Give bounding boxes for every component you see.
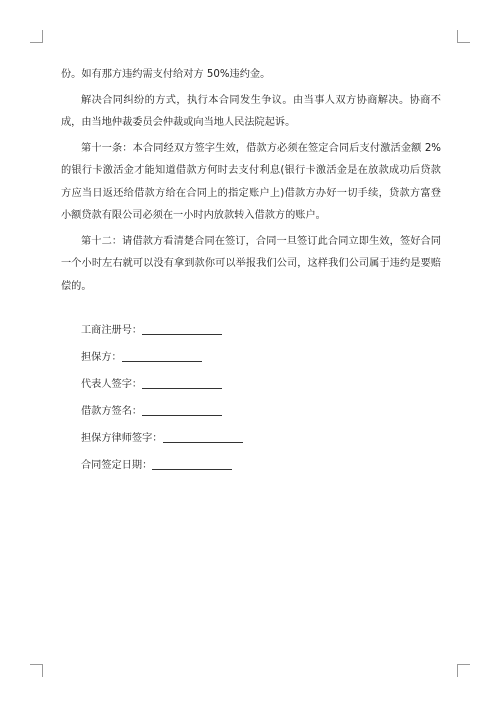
field-representative-signature	[81, 371, 243, 398]
blank-line[interactable]	[152, 457, 232, 470]
blank-line[interactable]	[142, 322, 222, 335]
field-label: 工商注册号：	[81, 325, 143, 336]
crop-mark-top-left	[30, 30, 43, 43]
crop-mark-bottom-left	[30, 664, 43, 677]
field-guarantor-lawyer-signature	[81, 425, 243, 452]
signature-fields	[81, 317, 243, 479]
crop-mark-top-right	[457, 30, 470, 43]
field-label: 借款方签名：	[81, 406, 143, 417]
field-label: 代表人签字：	[81, 379, 143, 390]
crop-mark-bottom-right	[457, 664, 470, 677]
field-contract-date	[81, 452, 243, 479]
field-label: 担保方：	[81, 352, 122, 363]
contract-body	[61, 64, 441, 301]
blank-line[interactable]	[142, 376, 222, 389]
paragraph-article-11: 第十一条：本合同经双方签字生效，借款方必须在签定合同后支付激活金额 2%的银行卡激活金才能知道借款方何时去支付利息(银行卡激活金是在放款成功后贷款方应当日返还给借款方给在合同上的指定账户上)借款方办好一切手续，贷款方富登小额贷款有限公司必须在一小时内放款转入借款方的账户。	[61, 142, 441, 221]
paragraph-penalty: 份。如有那方违约需支付给对方 50%违约金。	[61, 69, 271, 80]
field-guarantor	[81, 344, 243, 371]
field-business-registration	[81, 317, 243, 344]
field-borrower-signature	[81, 398, 243, 425]
field-label: 合同签定日期：	[81, 460, 153, 471]
field-label: 担保方律师签字：	[81, 433, 163, 444]
blank-line[interactable]	[142, 403, 222, 416]
blank-line[interactable]	[122, 349, 202, 362]
paragraph-article-12: 第十二：请借款方看清楚合同在签订，合同一旦签订此合同立即生效，签好合同一个小时左右就可以没有拿到款你可以举报我们公司，这样我们公司属于违约是要赔偿的。	[61, 235, 441, 292]
blank-line[interactable]	[163, 430, 243, 443]
paragraph-dispute: 解决合同纠纷的方式，执行本合同发生争议。由当事人双方协商解决。协商不成，由当地仲裁委员会仲裁或向当地人民法院起诉。	[61, 94, 441, 128]
